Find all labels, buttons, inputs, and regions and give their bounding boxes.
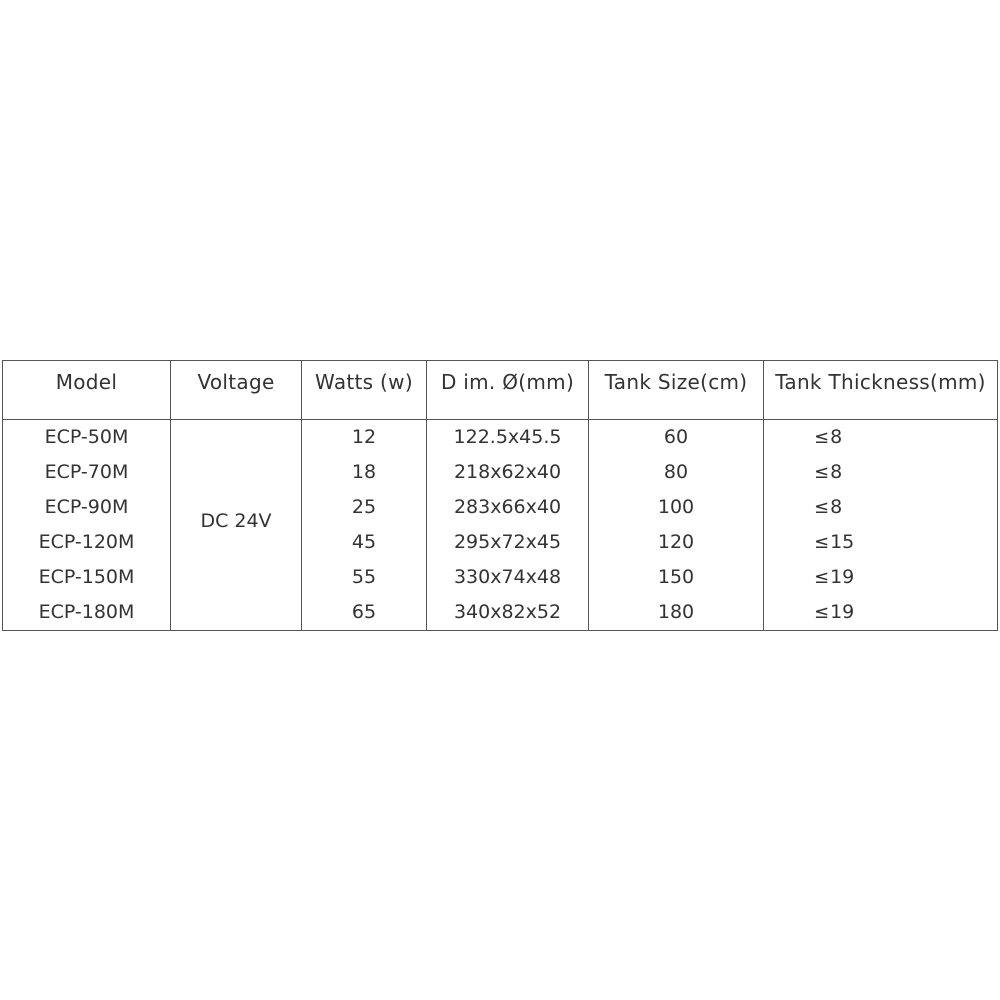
header-model: Model xyxy=(3,361,171,420)
cell-model: ECP-150M xyxy=(3,560,171,595)
cell-dimensions: 340x82x52 xyxy=(427,595,589,631)
less-equal-symbol: ≤ xyxy=(814,532,830,553)
cell-watts: 65 xyxy=(302,595,427,631)
cell-model: ECP-90M xyxy=(3,490,171,525)
less-equal-symbol: ≤ xyxy=(814,567,830,588)
thickness-value: 8 xyxy=(830,496,843,518)
thickness-value: 19 xyxy=(830,566,855,588)
cell-tank-thickness xyxy=(764,525,998,560)
table-row xyxy=(3,490,998,525)
cell-model: ECP-120M xyxy=(3,525,171,560)
cell-tank-thickness xyxy=(764,490,998,525)
cell-tank-size: 120 xyxy=(589,525,764,560)
thickness-value: 15 xyxy=(830,531,855,553)
cell-watts: 18 xyxy=(302,455,427,490)
cell-dimensions: 283x66x40 xyxy=(427,490,589,525)
cell-tank-thickness xyxy=(764,455,998,490)
cell-watts: 12 xyxy=(302,420,427,456)
cell-model: ECP-180M xyxy=(3,595,171,631)
cell-watts: 45 xyxy=(302,525,427,560)
cell-tank-thickness xyxy=(764,420,998,456)
cell-tank-thickness xyxy=(764,560,998,595)
table-row xyxy=(3,525,998,560)
header-tank-size: Tank Size(cm) xyxy=(589,361,764,420)
less-equal-symbol: ≤ xyxy=(814,497,830,518)
cell-watts: 55 xyxy=(302,560,427,595)
less-equal-symbol: ≤ xyxy=(814,602,830,623)
cell-dimensions: 330x74x48 xyxy=(427,560,589,595)
table-row xyxy=(3,455,998,490)
cell-tank-size: 150 xyxy=(589,560,764,595)
header-row xyxy=(3,361,998,420)
header-tank-thickness: Tank Thickness(mm) xyxy=(764,361,998,420)
header-watts: Watts (w) xyxy=(302,361,427,420)
spec-table xyxy=(2,360,998,631)
thickness-value: 8 xyxy=(830,461,843,483)
thickness-value: 8 xyxy=(830,426,843,448)
table-row xyxy=(3,420,998,456)
cell-dimensions: 122.5x45.5 xyxy=(427,420,589,456)
cell-tank-size: 80 xyxy=(589,455,764,490)
less-equal-symbol: ≤ xyxy=(814,427,830,448)
cell-tank-size: 60 xyxy=(589,420,764,456)
cell-model: ECP-50M xyxy=(3,420,171,456)
less-equal-symbol: ≤ xyxy=(814,462,830,483)
table-row xyxy=(3,560,998,595)
cell-model: ECP-70M xyxy=(3,455,171,490)
cell-watts: 25 xyxy=(302,490,427,525)
thickness-value: 19 xyxy=(830,601,855,623)
header-dimensions: D im. Ø(mm) xyxy=(427,361,589,420)
cell-tank-size: 100 xyxy=(589,490,764,525)
cell-dimensions: 218x62x40 xyxy=(427,455,589,490)
cell-dimensions: 295x72x45 xyxy=(427,525,589,560)
cell-tank-thickness xyxy=(764,595,998,631)
cell-tank-size: 180 xyxy=(589,595,764,631)
table-row xyxy=(3,595,998,631)
cell-voltage: DC 24V xyxy=(171,420,302,631)
header-voltage: Voltage xyxy=(171,361,302,420)
